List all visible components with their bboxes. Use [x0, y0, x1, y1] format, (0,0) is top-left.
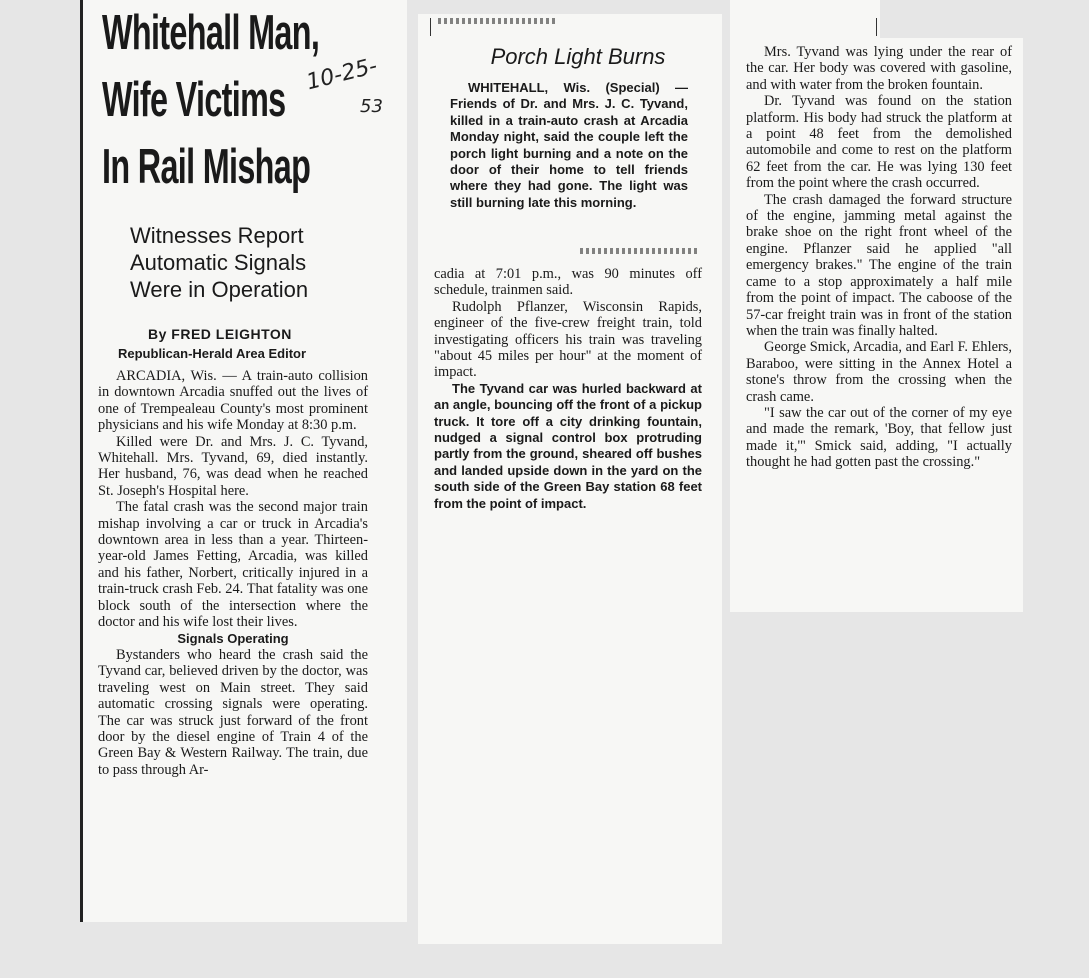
clipping-right-top	[730, 0, 880, 38]
paragraph: The Tyvand car was hurled backward at an angle, bouncing off the front of a pickup truck. It tore off a city drinking fountain, nudged a signal control box protruding partly from the ground, sheared off bushes and landed upside down in the yard on the south side of the Green Bay station 68 feet from the point of impact.	[434, 380, 702, 511]
wavy-rule	[580, 248, 700, 254]
deck-headline	[130, 222, 360, 303]
paragraph: ARCADIA, Wis. — A train-auto collision in downtown Arcadia snuffed out the lives of one of Trempealeau County's most prominent physicians and his wife Monday at 8:30 p.m.	[98, 368, 368, 434]
paragraph: "I saw the car out of the corner of my eye and made the remark, 'Boy, that fellow just made it,'" Smick said, adding, "I actually thought he had gotten past the crossing."	[746, 404, 1012, 471]
paragraph: The fatal crash was the second major train mishap involving a car or truck in Arcadia's downtown area in less than a year. Thirteen-year-old James Fetting, Arcadia, was killed and his father, Norbert, critically injured in a train-truck crash Feb. 24. That fatality was one block south of the intersection where the doctor and his wife lost their lives.	[98, 499, 368, 631]
handwritten-date-2: 53	[360, 96, 383, 117]
deck-line-1: Witnesses Report	[130, 223, 304, 248]
box-text	[450, 80, 688, 211]
paragraph: The crash damaged the forward structure of the engine, jamming metal against the brake shoe on the right front wheel of the engine. Pflanzer said he applied "all emergency brakes." The engine of the train came to a stop approximately a half mile from the point of impact. The caboose of the 57-car freight train was in front of the station when the train was finally halted.	[746, 191, 1012, 339]
deck-line-3: Were in Operation	[130, 277, 309, 302]
deck-line-2: Automatic Signals	[130, 250, 307, 275]
paragraph: Rudolph Pflanzer, Wisconsin Rapids, engineer of the five-crew freight train, told investigating officers his train was traveling "about 45 miles per hour" at the moment of impact.	[434, 298, 702, 381]
column-3	[746, 44, 1012, 471]
paragraph: cadia at 7:01 p.m., was 90 minutes off schedule, trainmen said.	[434, 266, 702, 299]
subhead: Signals Operating	[177, 630, 289, 646]
column-rule	[430, 18, 431, 36]
editor-title: Republican-Herald Area Editor	[118, 346, 307, 361]
paragraph: Killed were Dr. and Mrs. J. C. Tyvand, Whitehall. Mrs. Tyvand, 69, died instantly. Her husband, 76, was dead when he reached St. Joseph's Hospital here.	[98, 433, 368, 499]
paragraph: Mrs. Tyvand was lying under the rear of the car. Her body was covered with gasoline, and with water from the broken fountain.	[746, 44, 1012, 93]
paragraph: Dr. Tyvand was found on the station platform. His body had struck the platform at a point 48 feet from the demolished automobile and come to rest on the platform 62 feet from the car. He was lying 130 feet from the point where the crash occurred.	[746, 93, 1012, 192]
paragraph: WHITEHALL, Wis. (Special) —Friends of Dr. and Mrs. J. C. Tyvand, killed in a train-auto crash at Arcadia Monday night, said the couple left the porch light burning and a note on the door of their home to tell friends where they had gone. The light was still burning late this morning.	[450, 80, 688, 210]
paragraph: George Smick, Arcadia, and Earl F. Ehlers, Baraboo, were sitting in the Annex Hotel a stone's throw from the crossing when the crash came.	[746, 339, 1012, 405]
headline	[102, 0, 320, 201]
headline-line-2: Wife Victims	[102, 73, 286, 127]
byline: By FRED LEIGHTON	[148, 326, 292, 342]
column-1	[98, 368, 368, 778]
headline-line-1: Whitehall Man,	[102, 6, 320, 60]
paragraph: Bystanders who heard the crash said the Tyvand car, believed driven by the doctor, was traveling west on Main street. They said automatic crossing signals were operating. The car was struck just forward of the front door by the diesel engine of Train 4 of the Green Bay & Western Railway. The train, due to pass through Ar-	[98, 646, 368, 778]
box-title: Porch Light Burns	[490, 44, 666, 69]
wavy-rule	[438, 18, 558, 24]
handwritten-date-1: 10-25-	[304, 53, 380, 96]
column-rule	[876, 18, 877, 36]
column-2	[434, 266, 702, 512]
headline-line-3: In Rail Mishap	[102, 140, 311, 194]
